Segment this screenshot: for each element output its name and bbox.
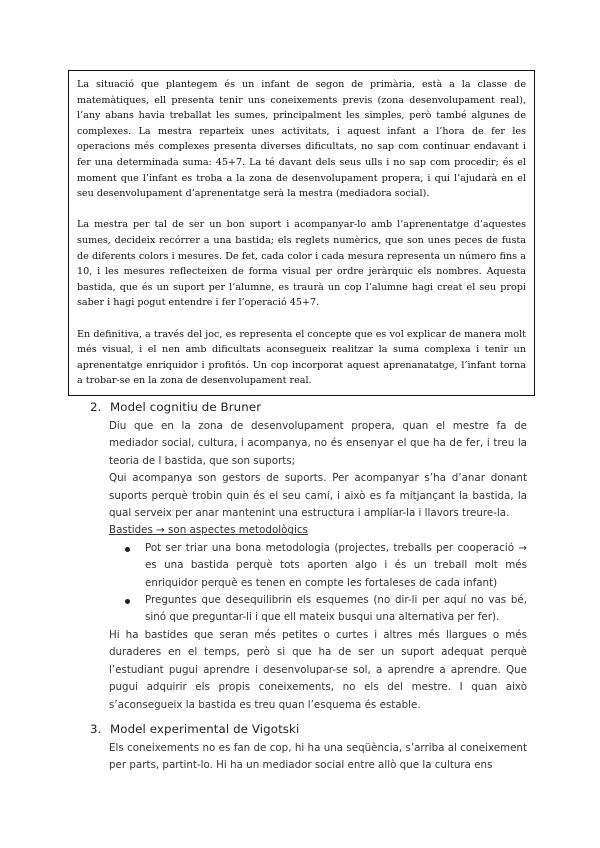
case-paragraph-2: La mestra per tal de ser un bon suport i acompanyar-lo amb l’aprenentatge d’aquestes sumes, decideix recórrer a una bastida; els reglets numèrics, que son unes peces de fusta de diferents colors i mesures. De fet, cada color i cada mesura representa un número fins a 10, i les mesures reflecteixen de forma visual per ordre jeràrquic els nombres. Aquesta bastida, que és un suport per l’alumne, es traurà un cop l’alumne hagi creat el seu propi saber i hagi pogut entendre i fer l’operació 45+7. bbox=[77, 219, 526, 309]
section-2-paragraph-2: Qui acompanya son gestors de suports. Per acompanyar s’ha d’anar donant suports perquè trobin quin és el seu camí, i això es fa mitjançant la bastida, la qual serveix per anar mantenint una estructura i ampliar-la i llavors treure-la. bbox=[109, 472, 527, 520]
list-item bbox=[109, 592, 527, 627]
bullet-text: Preguntes que desequilibrin els esquemes (no dir-li per aquí no vas bé, sinó que preguntar-li i que ell mateix busqui una alternativa per fer). bbox=[145, 594, 527, 624]
bullet-icon bbox=[125, 547, 130, 552]
case-paragraph-1: La situació que plantegem és un infant de segon de primària, està a la classe de matemàtiques, ell presenta tenir uns coneixements previs (zona desenvolupament real), l’any abans havia treballat les sumes, principalment les simples, però també algunes de complexes. La mestra reparteix unes activitats, i aquest infant a l’hora de fer les operacions més complexes presenta diverses dificultats, no sap com continuar endavant i fer una determinada suma: 45+7. La té davant dels seus ulls i no sap com procedir; és el moment que l’infant es troba a la zona de desenvolupament propera, i qui l’ajudarà en el seu desenvolupament d’aprenentatge serà la mestra (mediadora social). bbox=[77, 79, 526, 200]
list-item bbox=[109, 540, 527, 592]
section-2-paragraph-3: Hi ha bastides que seran més petites o curtes i altres més llargues o més duraderes en el temps, però si que ha de ser un suport adequat perquè l’estudiant pugui aprendre i desenvolupar-se sol, a aprendre a aprendre. Que pugui adquirir els propis coneixements, no els del mestre. I quan això s’aconsegueix la bastida es treu quan l’esquema és estable. bbox=[109, 628, 527, 711]
bullet-text: Pot ser triar una bona metodologia (projectes, treballs per cooperació → es una bastida perquè tots aporten algo i és un treball molt més enriquidor perquè es tenen en compte les fortaleses de cada infant) bbox=[145, 541, 527, 589]
section-2-body bbox=[109, 418, 527, 714]
section-2-number: 2. bbox=[90, 400, 102, 414]
section-2-title: Model cognitiu de Bruner bbox=[110, 400, 262, 414]
section-3-paragraph-1: Els coneixements no es fan de cop, hi ha una seqüència, s’arriba al coneixement per parts, partint-lo. Hi ha un mediador social entre allò que la cultura ens bbox=[109, 742, 527, 772]
section-2-paragraph-1: Diu que en la zona de desenvolupament propera, quan el mestre fa de mediador social, cultura, i acompanya, no és ensenyar el que ha de fer, i treu la teoria de l bastida, que son suports; bbox=[109, 420, 527, 467]
section-2-subheading: Bastides → son aspectes metodològics bbox=[109, 524, 308, 537]
case-study-box bbox=[68, 70, 535, 396]
section-3-heading bbox=[90, 722, 299, 736]
section-2-heading bbox=[90, 400, 261, 414]
section-3-title: Model experimental de Vigotski bbox=[110, 722, 300, 736]
section-3-number: 3. bbox=[90, 722, 102, 736]
section-3-body bbox=[109, 740, 527, 775]
bullet-icon bbox=[125, 599, 130, 604]
case-paragraph-3: En definitiva, a través del joc, es representa el concepte que es vol explicar de manera molt més visual, i el nen amb dificultats aconsegueix realitzar la suma complexa i tenir un aprenentatge enriquidor i profitós. Un cop incorporat aquest aprenanatatge, l’infant torna a trobar-se en la zona de desenvolupament real. bbox=[77, 328, 526, 387]
bullet-list bbox=[109, 540, 527, 627]
